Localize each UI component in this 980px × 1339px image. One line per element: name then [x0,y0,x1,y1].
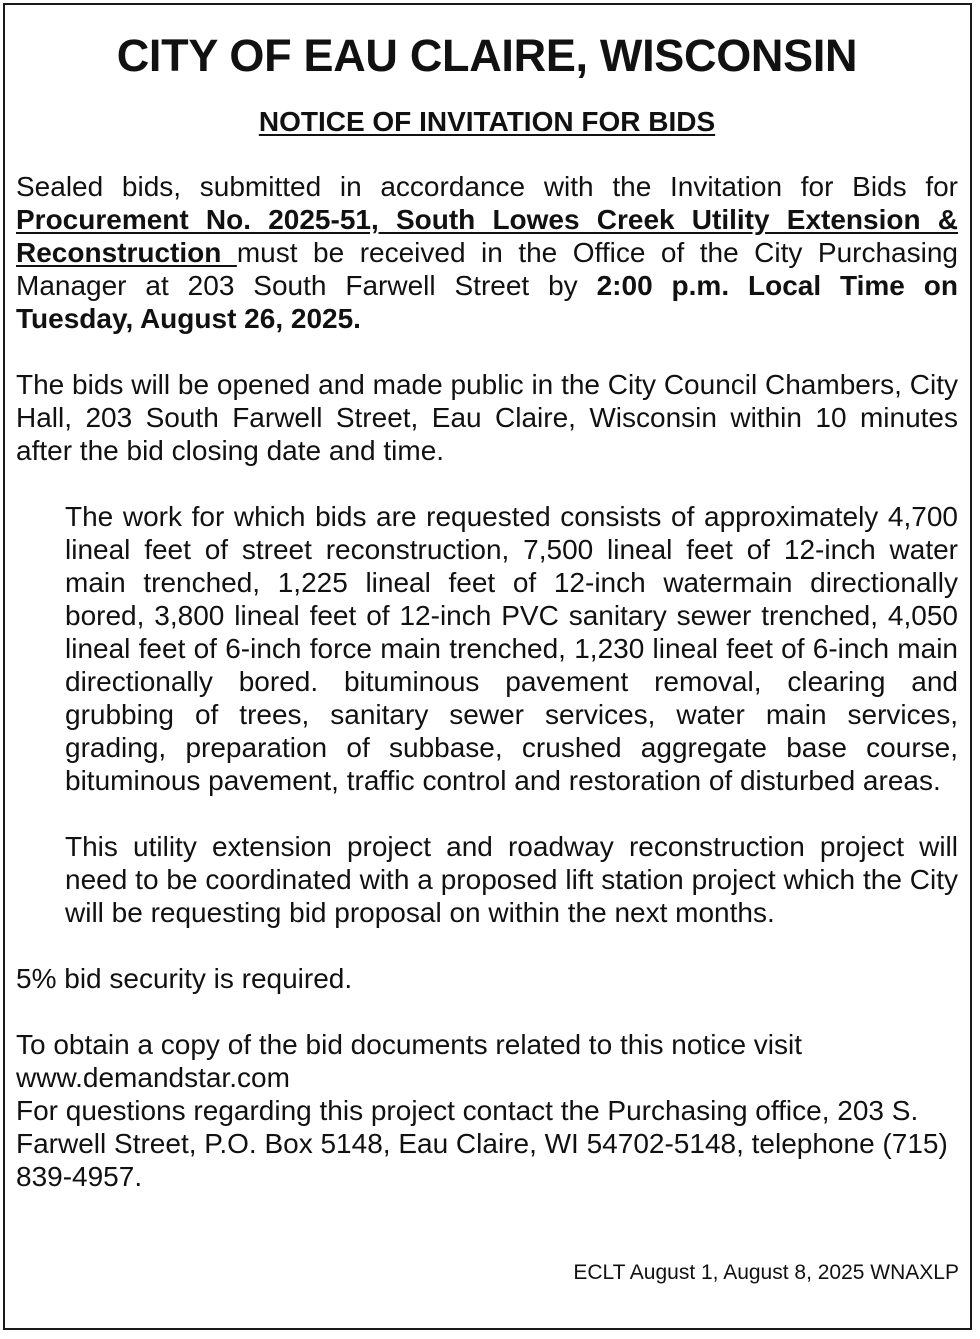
legal-notice [3,3,972,1330]
coordination-paragraph: This utility extension project and roadway reconstruction project will need to be coordinated with a proposed lift station project which the City will be requesting bid proposal on within the next months. [65,831,958,928]
bid-security-paragraph: 5% bid security is required. [16,963,353,994]
demandstar-link[interactable]: www.demandstar.com [16,1062,290,1093]
contact-text: For questions regarding this project contact the Purchasing office, 203 S. Farwell Street, P.O. Box 5148, Eau Claire, WI 54702-5148, telephone (715) 839-4957. [16,1095,948,1192]
procurement-title: Procurement No. 2025-51, South Lowes Creek Utility Extension & Reconstruction [16,204,958,268]
notice-subtitle: NOTICE OF INVITATION FOR BIDS [258,106,716,137]
notice-title: CITY OF EAU CLAIRE, WISCONSIN [116,30,858,81]
publication-footer: ECLT August 1, August 8, 2025 WNAXLP [573,1261,959,1284]
bid-submission-paragraph [16,170,958,335]
intro-text: Sealed bids, submitted in accordance with the Invitation for Bids for [16,171,958,202]
submission-location-text: must be received in the Office of the City Purchasing Manager at 203 South Farwell Street by [16,237,958,301]
bid-opening-paragraph: The bids will be opened and made public in the City Council Chambers, City Hall, 203 South Farwell Street, Eau Claire, Wisconsin within 10 minutes after the bid closing date and time. [16,369,958,466]
contact-paragraph [16,1028,958,1193]
documents-text: To obtain a copy of the bid documents related to this notice visit [16,1029,803,1060]
scope-of-work-paragraph: The work for which bids are requested consists of approximately 4,700 lineal feet of street reconstruction, 7,500 lineal feet of 12-inch water main trenched, 1,225 lineal feet of 12-inch watermain directionally bored, 3,800 lineal feet of 12-inch PVC sanitary sewer trenched, 4,050 lineal feet of 6-inch force main trenched, 1,230 lineal feet of 6-inch main directionally bored. bituminous pavement removal, clearing and grubbing of trees, sanitary sewer services, water main services, grading, preparation of subbase, crushed aggregate base course, bituminous pavement, traffic control and restoration of disturbed areas. [65,501,958,796]
bid-deadline: 2:00 p.m. Local Time on Tuesday, August 26, 2025. [16,270,958,334]
